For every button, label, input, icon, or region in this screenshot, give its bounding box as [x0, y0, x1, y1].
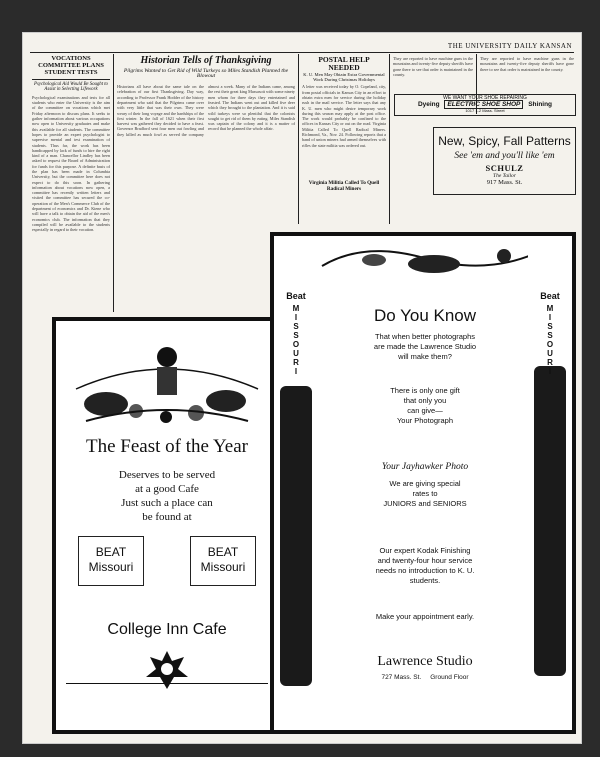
- beat-missouri-box-right: [190, 536, 256, 586]
- right-body: They are reported to have machine guns in the mountains and twenty-five deputy sheriffs have gone there to see that order is maintained in the county.: [393, 56, 473, 77]
- right-letter: U: [547, 349, 553, 358]
- postal-body: A letter was received today by O. Copeland, city, from postal officials in Kansas City in an effort to obtain extra men for service during the holiday rush in the mail service. The letter says that any K. U. men who might desire temporary work during this season may apply at the post office. The work would probably be confined to the offices in Kansas City or out on the road. Virginia Militia Called To Quell Radical Miners. Richmond, Va., Nov. 24. Following reports that a band of union miners had armed themselves with rifles the state militia was ordered out.: [302, 84, 386, 148]
- masthead-rule: [30, 52, 574, 53]
- right-letter: S: [547, 322, 553, 331]
- repair-line1: WE WANT YOUR SHOE REPAIRING: [443, 95, 527, 101]
- far-right-article: [480, 56, 574, 88]
- masthead: THE UNIVERSITY DAILY KANSAN: [447, 42, 572, 50]
- column-rule: [298, 54, 299, 224]
- beat-missouri-box-left: [78, 536, 144, 586]
- thanksgiving-illustration: [66, 329, 268, 429]
- feast-line2: at a good Cafe: [135, 483, 199, 495]
- studio-address: 727 Mass. St.: [381, 674, 422, 681]
- ground-line: [66, 683, 268, 684]
- schulz-headline: New, Spicy, Fall Patterns: [438, 134, 571, 148]
- left-letter: M: [292, 304, 300, 313]
- lawrence-studio-ad: [270, 232, 576, 734]
- far-right-body: They are reported to have machine guns in the mountains and twenty-five deputy sheriffs have gone there to see that order is maintained in the county.: [480, 56, 574, 72]
- headline-rule: [32, 79, 110, 80]
- vocations-subhead: Psychological Aid Would Be Sought to Assist in Selecting Lifework: [34, 81, 108, 92]
- thanksgiving-headline: Historian Tells of Thanksgiving: [140, 55, 272, 66]
- studio-k4: students.: [409, 576, 441, 585]
- left-letter: I: [294, 367, 298, 376]
- feast-line1: Deserves to be served: [118, 469, 216, 481]
- feast-line4: be found at: [142, 511, 192, 523]
- schulz-address: 917 Mass. St.: [486, 179, 523, 186]
- right-letter: I: [548, 367, 552, 376]
- column-rule: [389, 54, 390, 224]
- vocations-article: [32, 56, 110, 331]
- left-letter: O: [292, 340, 300, 349]
- missouri-label: Missouri: [88, 560, 134, 574]
- left-beat: Beat: [286, 291, 306, 301]
- studio-address-line: [322, 674, 528, 681]
- thanksgiving-body: Historians all have about the same tale on the celebration of our first Thanksgiving. Day way, according to Professor Frank Hodder of the history department who said that the Pilgrims came over with very little that was their own. They were weary of their long voyage and the hardships of the first winter. In the fall of 1621 when their first harvest was gathered they decided to have a feast. Governor Bradford sent four men out fowling and they killed as much fowl as served the company almost a week. Many of the Indians came, among the rest their great king Massasoit with some ninety men whom for three days they entertained and feasted. The Indians went out and killed five deer which they brought to the plantation. And it is said wild turkeys were so plentiful that the colonists sought to get rid of them by eating. Miles Standish was captain of the colony and it is a matter of record that he planned the whole affair.: [117, 84, 295, 137]
- studio-s1: We are giving special: [389, 479, 461, 488]
- studio-s3: JUNIORS and SENIORS: [383, 499, 467, 508]
- studio-g1: There is only one gift: [390, 386, 460, 395]
- right-beat: Beat: [540, 291, 560, 301]
- studio-jayhawker: Your Jayhawker Photo: [381, 462, 469, 472]
- studio-s2: rates to: [412, 489, 438, 498]
- repair-dyeing: Dyeing: [417, 101, 440, 108]
- right-letter: I: [548, 313, 552, 322]
- repair-shining: Shining: [528, 101, 553, 108]
- right-banner: [528, 236, 572, 730]
- left-letter: I: [294, 313, 298, 322]
- right-letter: S: [547, 331, 553, 340]
- left-decorative-strip: [280, 386, 312, 686]
- feast-title: The Feast of the Year: [86, 436, 248, 457]
- studio-q1: That when better photographs: [374, 332, 476, 341]
- column-rule: [113, 54, 114, 312]
- studio-k1: Our expert Kodak Finishing: [379, 546, 471, 555]
- studio-q3: will make them?: [398, 352, 452, 361]
- left-letter: S: [293, 322, 299, 331]
- beat-label: BEAT: [207, 545, 239, 559]
- right-letter: R: [547, 358, 553, 367]
- repair-address: 1017 1-2 Mass. Street: [465, 108, 505, 113]
- studio-k2: and twenty-four hour service: [377, 556, 473, 565]
- schulz-name: SCHULZ: [485, 163, 524, 173]
- vocations-body: Psychological examinations and tests for all students who enter the University is the aim of the committee on vocations which met Friday afternoon to discuss plans. It seeks to gather information about various occupations now open to University graduates and make this available for all students. The committee hopes to provide an expert psychologist to supervise mental and test examination of students. Thus far, the work has been handicapped by lack of funds to hire the right kind of a man. Chancellor Lindley has been asked to request the Board of Administration for funds for this purpose. A definite basis of the plan has been made in Columbia University, but the committee here does not expect to do this soon. In gathering information about vocations now open, a committee has recently written letters and visited the committee has secured the co-operation of the Men's Commerce Club of the department of economics and Dr. Kiene who will have a talk to obtain the aid of the men's economics club. The information that they compiled will be available to the students especially in regard to their vocation.: [32, 94, 110, 233]
- thanksgiving-article: [117, 56, 295, 316]
- shoe-repair-ad: [394, 94, 576, 116]
- left-letter: R: [293, 358, 299, 367]
- schulz-ad: [433, 127, 576, 195]
- virginia-headline: Virginia Militia Called To Quell Radical Miners: [308, 180, 380, 192]
- studio-name: Lawrence Studio: [377, 654, 473, 669]
- studio-appointment: Make your appointment early.: [375, 612, 475, 621]
- repair-shop-name: ELECTRIC SHOE SHOP: [444, 100, 523, 109]
- newspaper-page: [22, 32, 582, 744]
- missouri-label: Missouri: [200, 560, 246, 574]
- studio-q2: are made the Lawrence Studio: [373, 342, 477, 351]
- studio-floor: Ground Floor: [430, 674, 469, 681]
- feast-line3: Just such a place can: [121, 497, 213, 509]
- studio-k3: needs no introduction to K. U.: [375, 566, 475, 575]
- schulz-tagline: See 'em and you'll like 'em: [454, 151, 555, 161]
- studio-g4: Your Photograph: [396, 416, 454, 425]
- beat-label: BEAT: [95, 545, 127, 559]
- turkey-icon: [142, 643, 192, 693]
- studio-g3: can give—: [407, 406, 443, 415]
- left-letter: U: [293, 349, 299, 358]
- left-letter: S: [293, 331, 299, 340]
- postal-subhead: K. U. Men May Obtain Extra Governmental Work During Christmas Holidays: [303, 71, 385, 82]
- studio-heading: Do You Know: [373, 306, 477, 325]
- postal-article: [302, 56, 386, 192]
- cafe-name: College Inn Cafe: [107, 621, 227, 638]
- right-letter: O: [546, 340, 554, 349]
- postal-headline: POSTAL HELP NEEDED: [318, 55, 370, 72]
- vocations-headline: VOCATIONS COMMITTEE PLANS STUDENT TESTS: [38, 55, 104, 76]
- college-inn-ad: [52, 317, 282, 734]
- schulz-sub: The Tailor: [493, 173, 516, 179]
- left-banner: [274, 236, 318, 730]
- right-decorative-strip: [534, 366, 566, 676]
- right-letter: M: [546, 304, 554, 313]
- studio-g2: that only you: [403, 396, 447, 405]
- thanksgiving-subhead: Pilgrims Wanted to Get Rid of Wild Turkeys so Miles Standish Planned the Blowout: [123, 67, 289, 80]
